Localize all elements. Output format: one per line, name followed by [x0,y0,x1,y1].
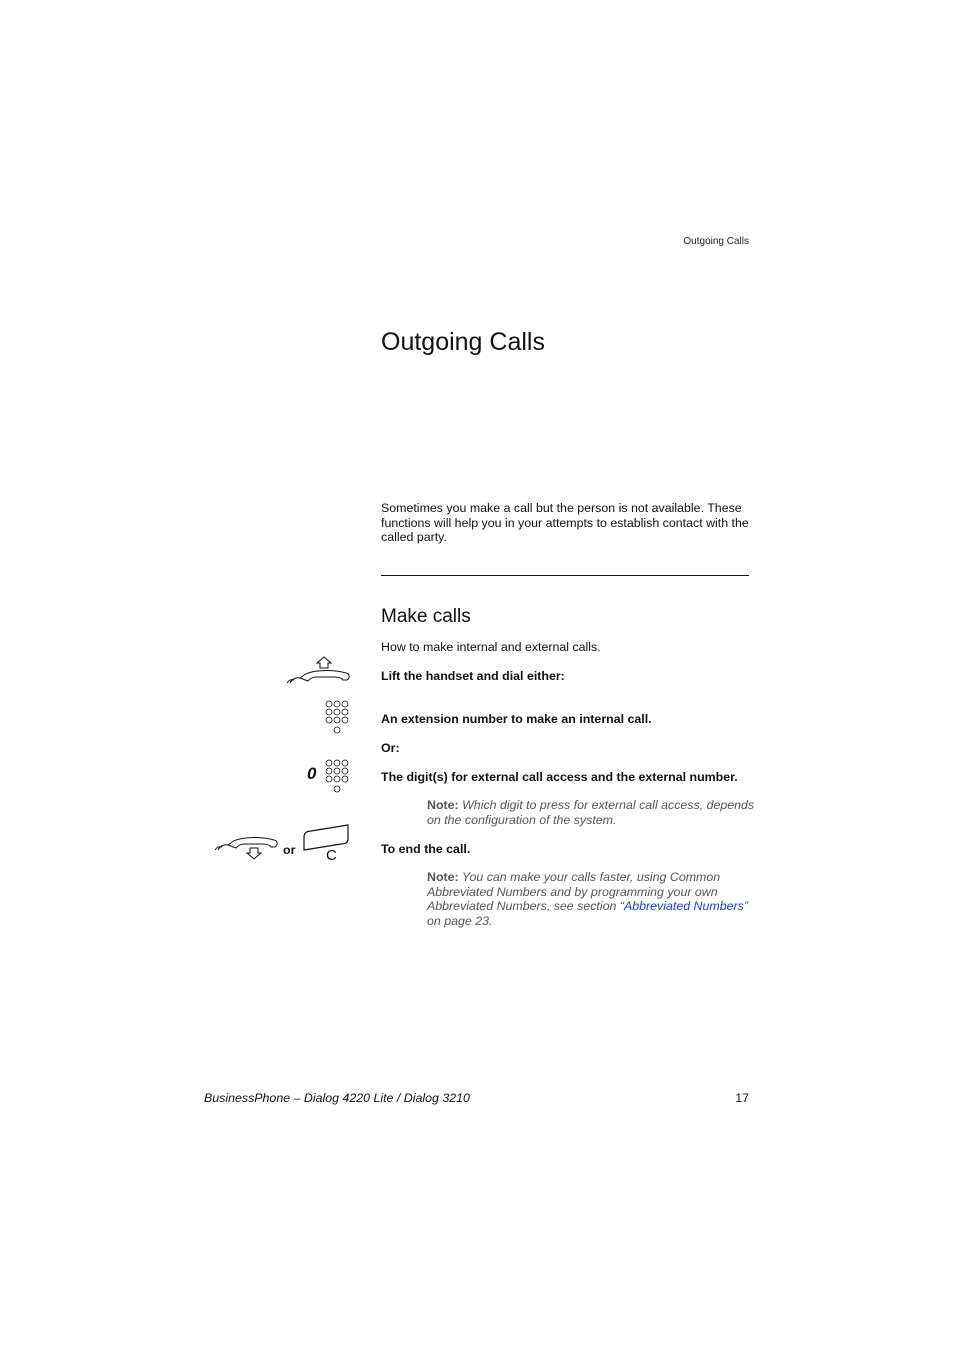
page-number: 17 [735,1091,749,1105]
handset-lift-icon [286,656,352,686]
handset-replace-icon [214,834,280,862]
note-label: Note: [427,870,459,884]
page-title: Outgoing Calls [381,328,545,356]
step-extension: An extension number to make an internal call. [381,712,652,726]
clear-key-label: C [326,847,337,864]
step-lift-handset: Lift the handset and dial either: [381,669,565,683]
note-abbreviated [427,870,757,928]
section-divider [381,575,749,576]
note-text: You can make your calls faster, using Common Abbreviated Numbers and by programming your own Abbreviated Numbers, see section “ [427,870,721,914]
step-end-call: To end the call. [381,842,471,856]
footer-title: BusinessPhone – Dialog 4220 Lite / Dialog 3210 [204,1091,470,1105]
step-external: The digit(s) for external call access and the external number. [381,770,738,784]
note-external-access [427,798,757,827]
note-text-end: ” on page 23. [427,899,748,928]
running-header: Outgoing Calls [683,236,749,247]
section-title: Make calls [381,606,471,627]
or-label: or [283,843,296,857]
note-label: Note: [427,798,459,812]
keypad-icon [325,700,350,736]
section-subtitle: How to make internal and external calls. [381,640,601,654]
zero-key-label: 0 [307,764,317,783]
intro-paragraph: Sometimes you make a call but the person is not available. These functions will help you in your attempts to establish contact with the called party. [381,501,749,545]
keypad-icon [325,759,350,795]
abbreviated-numbers-link[interactable]: Abbreviated Numbers [623,899,744,914]
note-text: Which digit to press for external call access, depends on the configuration of the system. [427,798,755,827]
step-or: Or: [381,741,400,755]
